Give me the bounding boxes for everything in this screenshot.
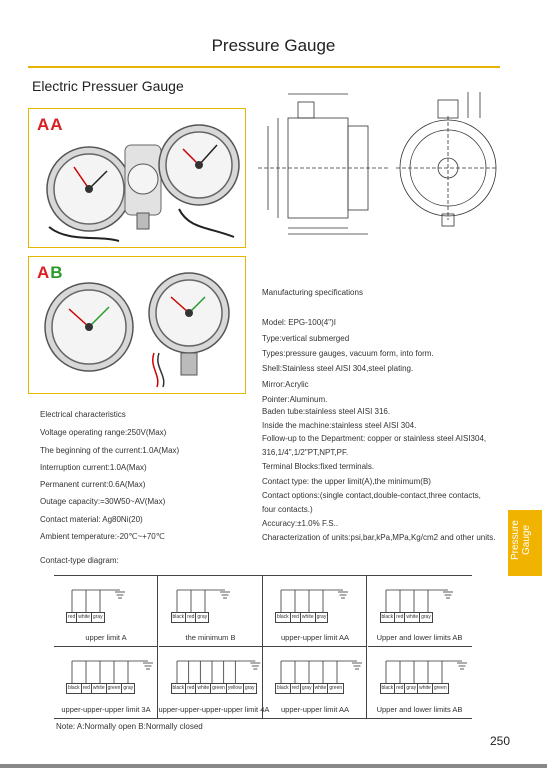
spec-line: four contacts.): [262, 505, 313, 514]
terminal-label: red: [291, 614, 299, 620]
gauge-photo-aa: [29, 109, 245, 247]
contact-diagram-cell: [368, 647, 472, 718]
terminal-block: [66, 683, 135, 694]
spec-line: Accuracy:±1.0% F.S..: [262, 519, 338, 528]
terminal-label: red: [291, 685, 299, 691]
terminal-label: gray: [406, 685, 417, 691]
section-title: Electric Pressuer Gauge: [32, 78, 184, 94]
terminal-label: black: [172, 614, 185, 620]
terminal-label: green: [329, 685, 343, 691]
terminal-label: white: [92, 685, 105, 691]
section-side-tab[interactable]: [508, 510, 542, 576]
contact-diagram-grid: [54, 575, 472, 719]
contact-type-caption: upper-upper-upper-upper limit 4A: [158, 705, 270, 714]
terminal-block: [380, 683, 449, 694]
contact-diagram-cell: [158, 647, 270, 718]
terminal-label: gray: [123, 685, 134, 691]
photo-box-ab: [28, 256, 246, 394]
terminal-label: white: [301, 614, 314, 620]
contact-diagram-cell: [263, 647, 367, 718]
terminal-label: green: [107, 685, 121, 691]
side-tab-label: Pressure Gauge: [510, 520, 532, 561]
terminal-label: white: [406, 614, 419, 620]
spec-line: Baden tube:stainless steel AISI 316.: [262, 407, 391, 416]
contact-type-caption: upper limit A: [85, 633, 127, 642]
terminal-block: [66, 612, 105, 623]
terminal-label: red: [82, 685, 90, 691]
terminal-label: red: [396, 685, 404, 691]
terminal-label: white: [78, 614, 90, 620]
contact-type-caption: upper-upper limit AA: [281, 633, 349, 642]
terminal-block: [275, 612, 328, 623]
terminal-label: red: [68, 614, 76, 620]
terminal-label: white: [197, 685, 210, 691]
terminal-label: gray: [244, 685, 255, 691]
contact-diagram-cell: [368, 576, 472, 647]
terminal-label: red: [187, 685, 195, 691]
spec-line: 316,1/4",1/2"PT,NPT,PF.: [262, 448, 349, 457]
electrical-line: Interruption current:1.0A(Max): [40, 463, 147, 472]
electrical-line: Ambient temperature:-20℃~+70℃: [40, 532, 165, 541]
electrical-line: Permanent current:0.6A(Max): [40, 480, 146, 489]
photo-box-aa: [28, 108, 246, 248]
bottom-rule: [0, 764, 547, 768]
contact-diagram-cell: [159, 576, 263, 647]
title-rule: [28, 66, 500, 68]
spec-line: Characterization of units:psi,bar,kPa,MPa,Kg/cm2 and other units.: [262, 533, 496, 542]
contact-type-caption: upper-upper limit AA: [281, 705, 349, 714]
contact-diagram-cell: [54, 576, 158, 647]
contact-diagram-title: Contact-type diagram:: [40, 556, 119, 565]
wiring-sketch: [368, 578, 472, 614]
wiring-sketch: [263, 649, 367, 685]
terminal-label: gray: [197, 614, 208, 620]
spec-line: Inside the machine:stainless steel AISI 304.: [262, 421, 417, 430]
terminal-block: [380, 612, 433, 623]
terminal-block: [171, 683, 257, 694]
electrical-line: The beginning of the current:1.0A(Max): [40, 446, 180, 455]
contact-type-caption: Upper and lower limits AB: [376, 705, 463, 714]
spec-line: Mirror:Acrylic: [262, 380, 309, 389]
wiring-sketch: [159, 578, 263, 614]
spec-line: Contact options:(single contact,double-contact,three contacts,: [262, 491, 481, 500]
terminal-block: [171, 612, 210, 623]
terminal-label: gray: [92, 614, 103, 620]
contact-type-caption: Upper and lower limits AB: [376, 633, 463, 642]
spec-line: Shell:Stainless steel AISI 304,steel plating.: [262, 364, 414, 373]
spec-line: Contact type: the upper limit(A),the minimum(B): [262, 477, 431, 486]
terminal-label: black: [381, 614, 394, 620]
box-label-ab-letter-a: A: [37, 263, 51, 282]
terminal-label: gray: [301, 685, 312, 691]
spec-line: Types:pressure gauges, vacuum form, into form.: [262, 349, 434, 358]
contact-diagram-cell: [54, 647, 158, 718]
electrical-line: Voltage operating range:250V(Max): [40, 428, 167, 437]
electrical-line: Outage capacity:=30W50~AV(Max): [40, 497, 166, 506]
page-title: Pressure Gauge: [211, 36, 336, 55]
note-text: Note: A:Normally open B:Normally closed: [56, 722, 203, 731]
spec-line: Terminal Blocks:fixed terminals.: [262, 462, 375, 471]
terminal-label: black: [277, 614, 289, 620]
spec-line: Type:vertical submerged: [262, 334, 350, 343]
spec-line: Follow-up to the Department: copper or stainless steel AISI304,: [262, 434, 487, 443]
terminal-label: white: [419, 685, 431, 691]
wiring-sketch: [263, 578, 367, 614]
terminal-label: green: [433, 685, 447, 691]
electrical-line: Contact material: Ag80Ni(20): [40, 515, 143, 524]
terminal-label: yellow: [227, 685, 242, 691]
terminal-label: black: [68, 685, 80, 691]
wiring-sketch: [54, 649, 158, 685]
terminal-label: gray: [316, 614, 327, 620]
box-label-aa: AA: [37, 115, 64, 134]
spec-line: Model: EPG-100(4")I: [262, 318, 336, 327]
spec-line: Pointer:Aluminum.: [262, 395, 328, 404]
terminal-label: black: [172, 685, 185, 691]
terminal-label: black: [381, 685, 394, 691]
terminal-label: black: [277, 685, 289, 691]
wiring-sketch: [368, 649, 472, 685]
terminal-label: red: [396, 614, 404, 620]
wiring-sketch: [159, 649, 263, 685]
contact-diagram-cell: [263, 576, 367, 647]
terminal-label: red: [187, 614, 195, 620]
technical-drawing: [258, 88, 498, 238]
gauge-photo-ab: [29, 257, 245, 393]
spec-heading: Manufacturing specifications: [262, 288, 363, 297]
electrical-heading: Electrical characteristics: [40, 410, 126, 419]
contact-type-caption: the minimum B: [185, 633, 236, 642]
terminal-label: white: [314, 685, 327, 691]
terminal-block: [275, 683, 344, 694]
terminal-label: green: [212, 685, 225, 691]
terminal-label: gray: [421, 614, 431, 620]
page-number: 250: [490, 734, 511, 748]
box-label-ab-letter-b: B: [50, 263, 64, 282]
contact-type-caption: upper-upper-upper limit 3A: [61, 705, 151, 714]
wiring-sketch: [54, 578, 158, 614]
